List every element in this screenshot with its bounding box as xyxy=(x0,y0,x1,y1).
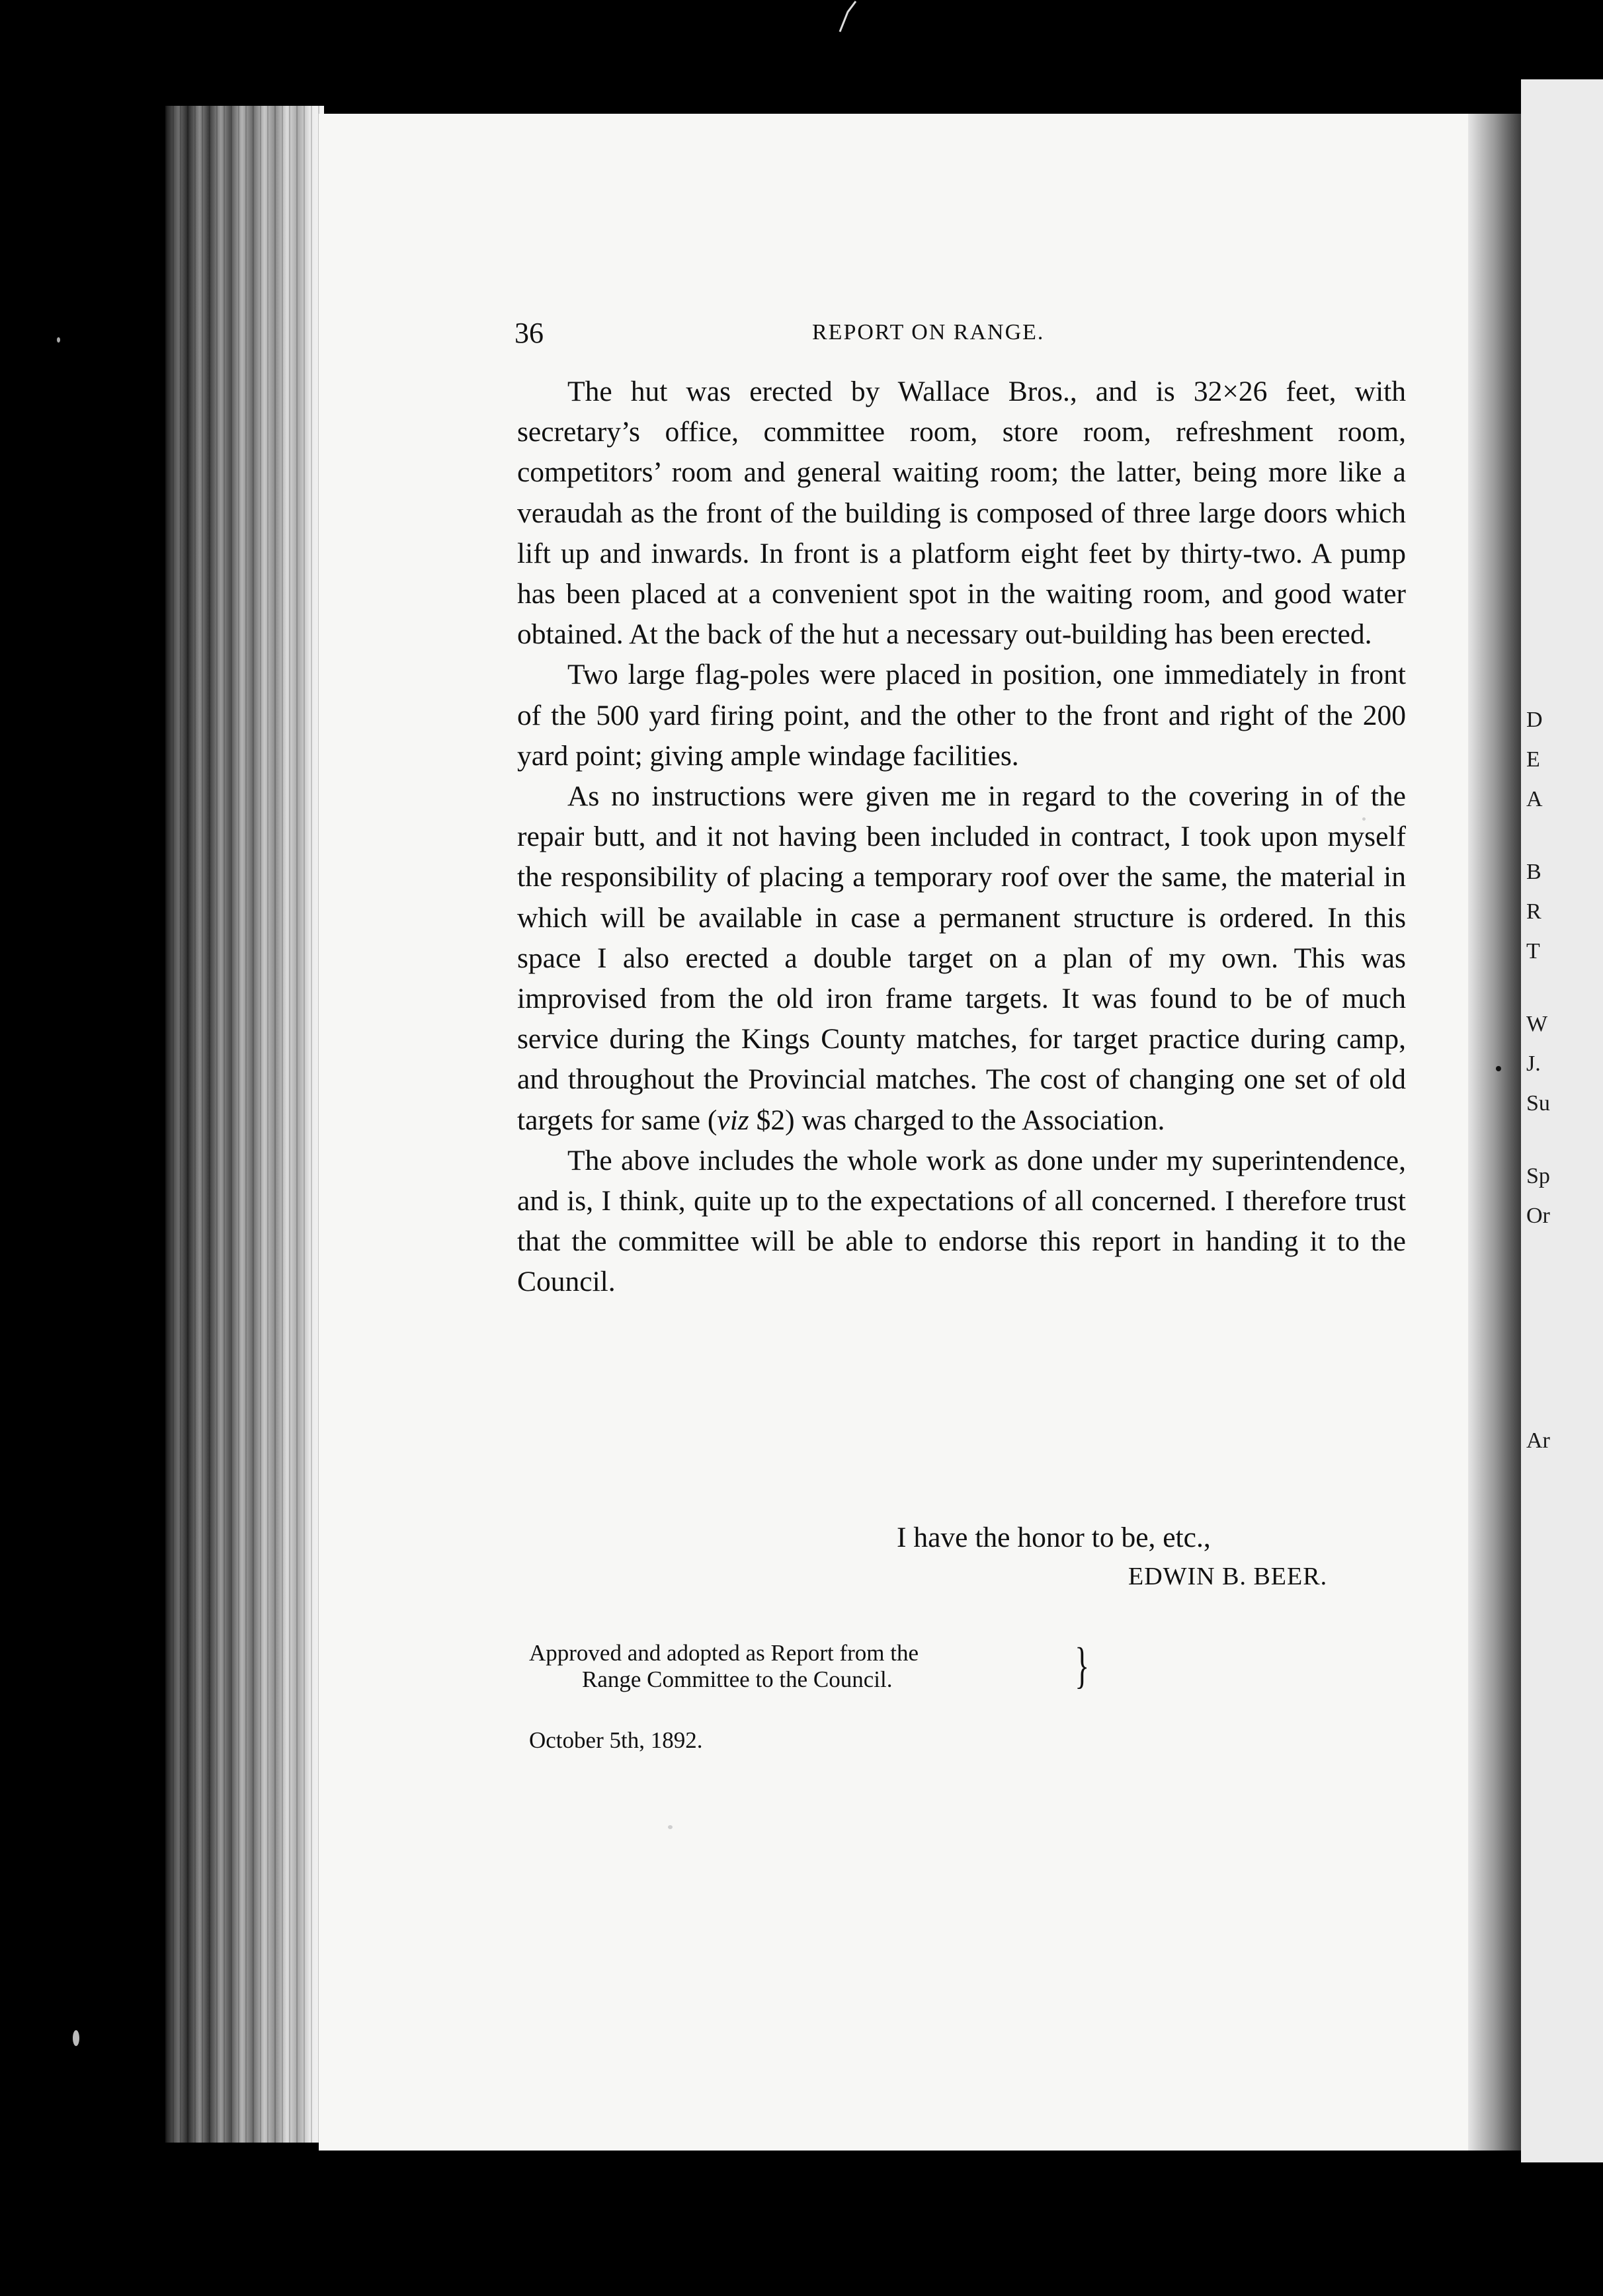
facing-fragment: E xyxy=(1526,747,1540,772)
report-body xyxy=(517,372,1406,1303)
paragraph: As no instructions were given me in regard to the covering in of the repair butt, and it not having been included in contract, I took upon myself the responsibility of placing a temporary roof over the same, the material in which will be available in case a permanent structure is ordered. In this space I also erected a double target on a plan of my own. This was improvised from the old iron frame targets. It was found to be of much service during the Kings County matches, for target practice during camp, and throughout the Provincial matches. The cost of changing one set of old targets for same (viz $2) was charged to the Association. xyxy=(517,780,1406,1136)
page-number: 36 xyxy=(514,317,544,349)
facing-fragment: Or xyxy=(1526,1204,1550,1228)
facing-fragment: Su xyxy=(1526,1091,1550,1116)
paragraph: The above includes the whole work as done under my superintendence, and is, I think, quite up to the expectations of all concerned. I therefore trust that the committee will be able to endorse this report in handing it to the Council. xyxy=(517,1144,1406,1298)
facing-fragment: W xyxy=(1526,1012,1548,1036)
approval-note xyxy=(529,1640,919,1693)
gutter-shadow xyxy=(1468,114,1521,2151)
facing-fragment: Sp xyxy=(1526,1164,1550,1188)
approval-line: Range Committee to the Council. xyxy=(582,1666,893,1692)
paragraph: The hut was erected by Wallace Bros., and is 32×26 feet, with secretary’s office, committee room, store room, refreshment room, competitors’ room and general waiting room; the latter, being more like a veraudah as the front of the building is composed of three large doors which lift up and inwards. In front is a platform eight feet by thirty-two. A pump has been placed at a convenient spot in the waiting room, and good water obtained. At the back of the hut a necessary out-building has been erected. xyxy=(517,376,1406,651)
facing-page xyxy=(1521,79,1603,2162)
brace-glyph: } xyxy=(1075,1638,1090,1694)
approval-date: October 5th, 1892. xyxy=(529,1727,703,1753)
facing-fragment: D xyxy=(1526,708,1543,732)
viz-abbreviation: viz xyxy=(717,1104,749,1136)
facing-fragment: T xyxy=(1526,939,1540,964)
facing-fragment: B xyxy=(1526,860,1541,884)
approval-line: Approved and adopted as Report from the xyxy=(529,1640,919,1666)
running-head: REPORT ON RANGE. xyxy=(812,320,1045,345)
paragraph: Two large flag-poles were placed in position, one immediately in front of the 500 yard firing point, and the other to the front and right of the 200 yard point; giving ample windage facilities. xyxy=(517,659,1406,772)
page-edges xyxy=(165,106,324,2143)
facing-fragment: Ar xyxy=(1526,1428,1550,1453)
closing-line: I have the honor to be, etc., xyxy=(897,1522,1211,1553)
facing-fragment: J. xyxy=(1526,1051,1541,1076)
scan-mark xyxy=(839,0,858,33)
facing-fragment: A xyxy=(1526,787,1543,811)
facing-fragment: R xyxy=(1526,899,1541,924)
signature: EDWIN B. BEER. xyxy=(1128,1563,1328,1590)
